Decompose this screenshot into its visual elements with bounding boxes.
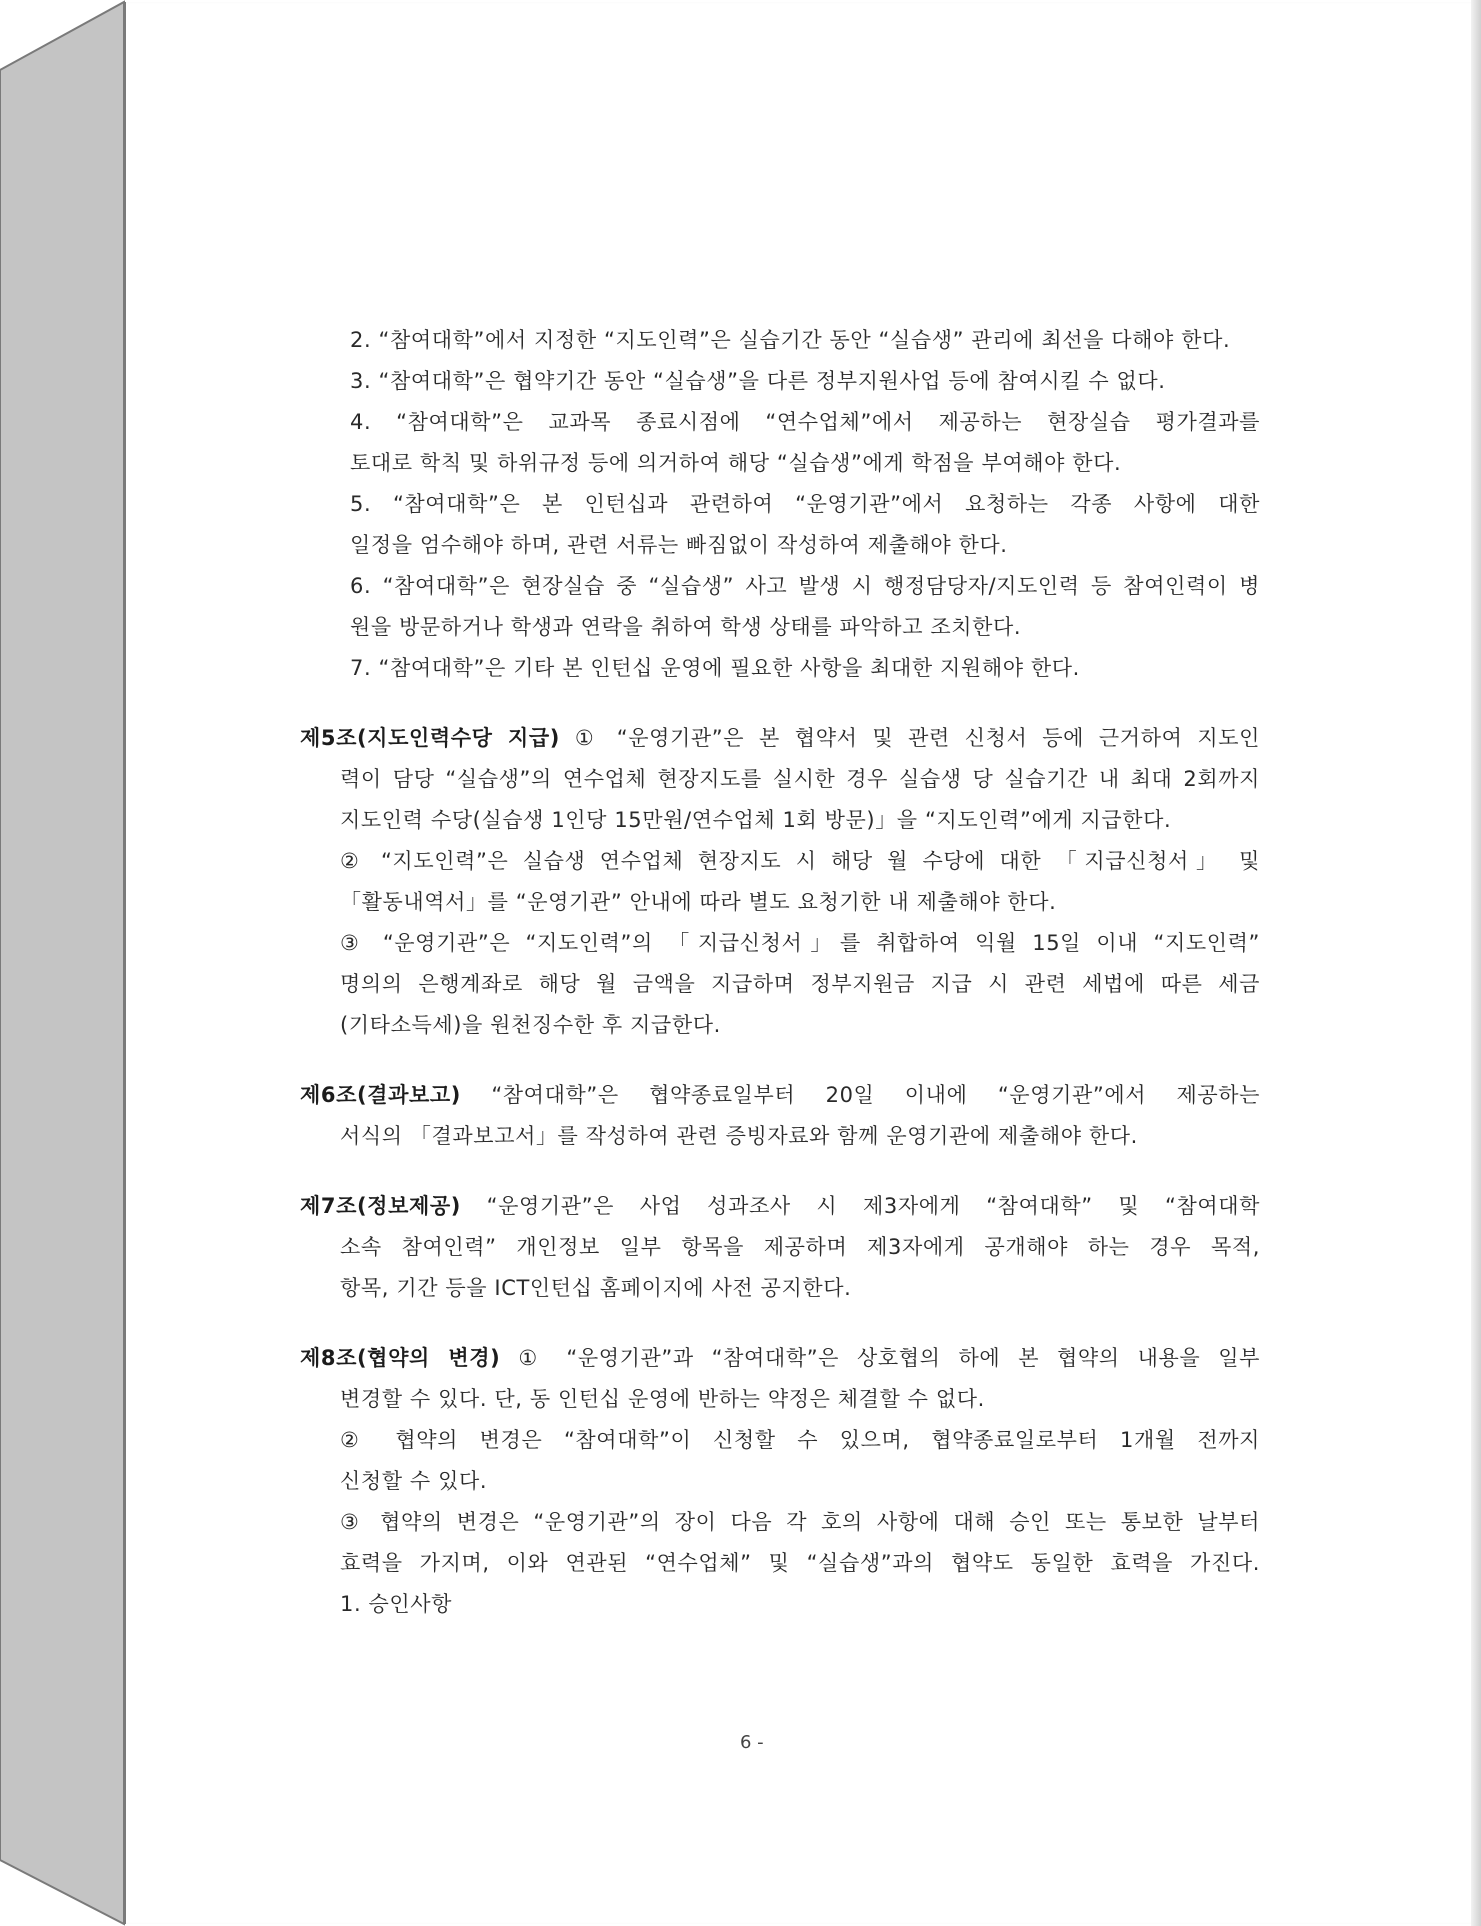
article4-item-4-line2: 토대로 학칙 및 하위규정 등에 의거하여 해당 “실습생”에게 학점을 부여해야 한다. <box>350 451 1122 475</box>
article8-text-1: ① “운영기관”과 “참여대학”은 상호협의 하에 본 협약의 내용을 일부 <box>518 1346 1260 1370</box>
article5-line7: 명의의 은행계좌로 해당 월 금액을 지급하며 정부지원금 지급 시 관련 세법에 따른 세금 <box>340 972 1260 996</box>
article5-line2: 력이 담당 “실습생”의 연수업체 현장지도를 실시한 경우 실습생 당 실습기간 내 최대 2회까지 <box>340 767 1260 791</box>
article8-heading: 제8조(협약의 변경) <box>300 1346 501 1370</box>
article5-line6: ③ “운영기관”은 “지도인력”의 「지급신청서」를 취합하여 익월 15일 이내 “지도인력” <box>340 931 1260 955</box>
article7-heading: 제7조(정보제공) <box>300 1194 461 1218</box>
article8-line7: 1. 승인사항 <box>340 1592 453 1616</box>
article5-line3: 지도인력 수당(실습생 1인당 15만원/연수업체 1회 방문)」을 “지도인력”에게 지급한다. <box>340 808 1172 832</box>
article6-line2: 서식의 「결과보고서」를 작성하여 관련 증빙자료와 함께 운영기관에 제출해야 한다. <box>340 1124 1138 1148</box>
article5-line4: ② “지도인력”은 실습생 연수업체 현장지도 시 해당 월 수당에 대한 「지급신청서」 및 <box>340 849 1260 873</box>
article8-line3: ② 협약의 변경은 “참여대학”이 신청할 수 있으며, 협약종료일로부터 1개월 전까지 <box>340 1428 1260 1452</box>
article4-item-4-line1: 4. “참여대학”은 교과목 종료시점에 “연수업체”에서 제공하는 현장실습 평가결과를 <box>350 410 1260 434</box>
article6-text-1: “참여대학”은 협약종료일부터 20일 이내에 “운영기관”에서 제공하는 <box>491 1083 1260 1107</box>
article7-line1 <box>300 1186 1260 1227</box>
article4-item-6-line2: 원을 방문하거나 학생과 연락을 취하여 학생 상태를 파악하고 조치한다. <box>350 615 1022 639</box>
article8-line1 <box>300 1338 1260 1379</box>
article7-text-1: “운영기관”은 사업 성과조사 시 제3자에게 “참여대학” 및 “참여대학 <box>486 1194 1260 1218</box>
article7-line2: 소속 참여인력” 개인정보 일부 항목을 제공하며 제3자에게 공개해야 하는 경우 목적, <box>340 1235 1260 1259</box>
article8-line5: ③ 협약의 변경은 “운영기관”의 장이 다음 각 호의 사항에 대해 승인 또는 통보한 날부터 <box>340 1510 1260 1534</box>
article5-line1 <box>300 718 1260 759</box>
article8-line6: 효력을 가지며, 이와 연관된 “연수업체” 및 “실습생”과의 협약도 동일한 효력을 가진다. <box>340 1551 1260 1575</box>
article6-heading: 제6조(결과보고) <box>300 1083 461 1107</box>
document-body <box>300 320 1260 1625</box>
article4-item-2: 2. “참여대학”에서 지정한 “지도인력”은 실습기간 동안 “실습생” 관리에 최선을 다해야 한다. <box>350 328 1231 352</box>
article5-text-1: ① “운영기관”은 본 협약서 및 관련 신청서 등에 근거하여 지도인 <box>574 726 1260 750</box>
article8-line4: 신청할 수 있다. <box>340 1469 488 1493</box>
page-edge-shadow <box>1471 0 1481 1926</box>
page-number: 6 - <box>740 1732 764 1753</box>
article5-line8: (기타소득세)을 원천징수한 후 지급한다. <box>340 1013 721 1037</box>
article5-line5: 「활동내역서」를 “운영기관” 안내에 따라 별도 요청기한 내 제출해야 한다. <box>340 890 1057 914</box>
article4-item-6-line1: 6. “참여대학”은 현장실습 중 “실습생” 사고 발생 시 행정담당자/지도인력 등 참여인력이 병 <box>350 574 1260 598</box>
article6-line1 <box>300 1075 1260 1116</box>
article8-line2: 변경할 수 있다. 단, 동 인턴십 운영에 반하는 약정은 체결할 수 없다. <box>340 1387 985 1411</box>
article4-item-5-line1: 5. “참여대학”은 본 인턴십과 관련하여 “운영기관”에서 요청하는 각종 사항에 대한 <box>350 492 1260 516</box>
article5-heading: 제5조(지도인력수당 지급) <box>300 726 560 750</box>
article4-item-5-line2: 일정을 엄수해야 하며, 관련 서류는 빠짐없이 작성하여 제출해야 한다. <box>350 533 1008 557</box>
article4-item-3: 3. “참여대학”은 협약기간 동안 “실습생”을 다른 정부지원사업 등에 참여시킬 수 없다. <box>350 369 1166 393</box>
article7-line3: 항목, 기간 등을 ICT인턴십 홈페이지에 사전 공지한다. <box>340 1276 852 1300</box>
article4-item-7: 7. “참여대학”은 기타 본 인턴십 운영에 필요한 사항을 최대한 지원해야 한다. <box>350 656 1080 680</box>
